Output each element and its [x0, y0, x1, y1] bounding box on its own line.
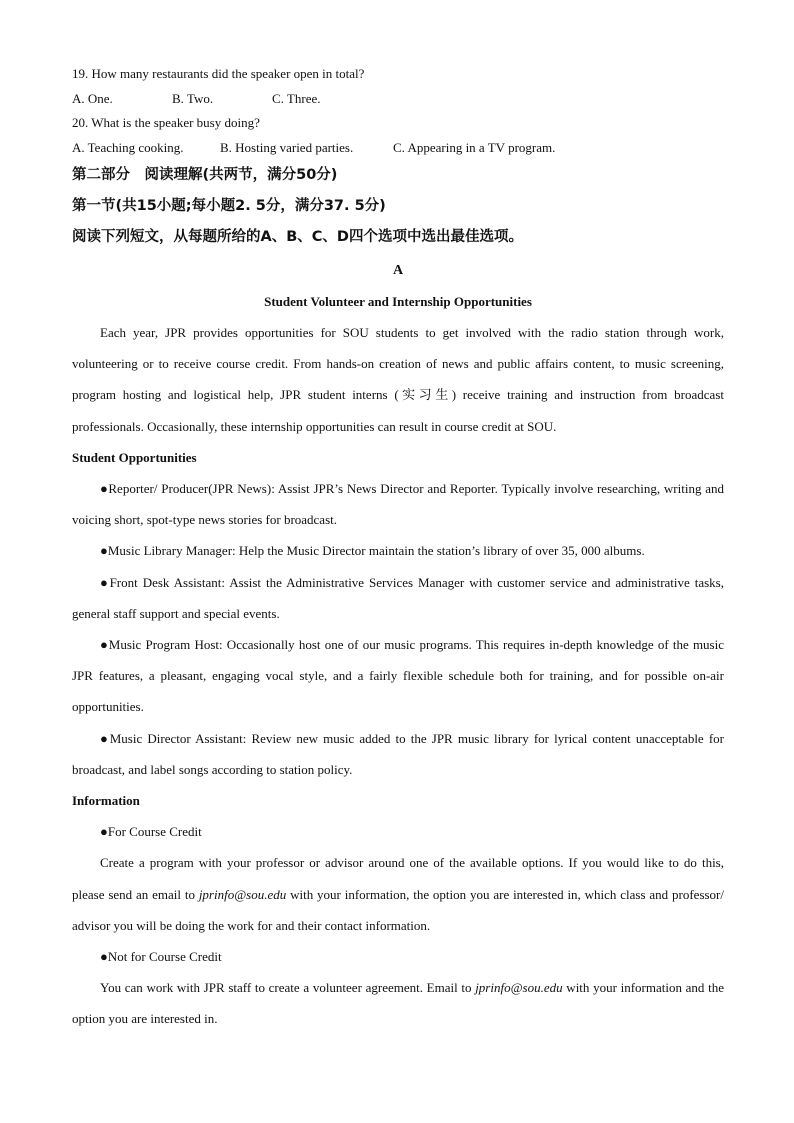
exam-page [72, 62, 724, 1035]
question-20-options [72, 136, 724, 161]
opportunities-heading: Student Opportunities [72, 449, 197, 465]
nocredit-text-start: You can work with JPR staff to create a volunteer agreement. Email to [100, 980, 476, 996]
reading-instruction: 阅读下列短文，从每题所给的A、B、C、D四个选项中选出最佳选项。 [72, 229, 523, 245]
option-a: A. Teaching cooking. [72, 139, 184, 155]
passage-title: Student Volunteer and Internship Opportunities [264, 294, 532, 309]
option-b: B. Hosting varied parties. [220, 139, 354, 155]
question-19: 19. How many restaurants did the speaker open in total? [72, 66, 365, 81]
opportunity-director-assistant: ●Music Director Assistant: Review new music added to the JPR music library for lyrical content unacceptable for broadcast, and label songs according to station policy. [72, 730, 724, 777]
option-c: C. Appearing in a TV program. [393, 139, 556, 155]
no-credit-label: ●Not for Course Credit [100, 949, 222, 965]
opportunity-front-desk: ●Front Desk Assistant: Assist the Administrative Services Manager with customer service and administrative tasks, general staff support and special events. [72, 574, 724, 621]
passage-letter: A [392, 263, 404, 278]
nocredit-email-link[interactable]: jprinfo@sou.edu [475, 980, 563, 996]
opportunity-library-manager: ●Music Library Manager: Help the Music Director maintain the station’s library of over 35, 000 albums. [100, 543, 645, 559]
option-b: B. Two. [172, 90, 214, 106]
option-a: A. One. [72, 90, 113, 106]
nocredit-text-end: with your information and the option you are interested in. [72, 980, 725, 1027]
section-one-heading: 第一节(共15小题;每小题2. 5分，满分37. 5分) [72, 198, 386, 214]
opportunity-program-host: ●Music Program Host: Occasionally host one of our music programs. This requires in-depth knowledge of the music JPR features, a pleasant, engaging vocal style, and a fairly flexible schedule both for training, and for possible on-air opportunities. [72, 637, 724, 715]
credit-text-start: Create a program with your professor or advisor around one of the available options. If you would like to do this, please send an email to [72, 855, 724, 902]
question-20: 20. What is the speaker busy doing? [72, 115, 260, 130]
credit-email-link[interactable]: jprinfo@sou.edu [198, 886, 287, 902]
question-19-options [72, 87, 724, 112]
credit-text-end: with your information, the option you are interested in, which class and professor/ advisor you will be doing the work for and their contact information. [72, 886, 724, 933]
part-two-heading: 第二部分 阅读理解(共两节，满分50分) [72, 167, 338, 183]
intro-paragraph: Each year, JPR provides opportunities for SOU students to get involved with the radio station through work, volunteering or to receive course credit. From hands-on creation of news and public affairs content, to music screening, program hosting and logistical help, JPR student interns (实习生) receive training and instruction from broadcast professionals. Occasionally, these internship opportunities can result in course credit at SOU. [72, 325, 724, 434]
course-credit-label: ●For Course Credit [100, 824, 202, 840]
course-credit-paragraph [72, 847, 724, 941]
no-credit-paragraph [72, 972, 724, 1034]
opportunity-reporter: ●Reporter/ Producer(JPR News): Assist JPR’s News Director and Reporter. Typically involve researching, writing and voicing short, spot-type news stories for broadcast. [72, 481, 724, 528]
information-heading: Information [72, 793, 140, 809]
option-c: C. Three. [272, 90, 321, 106]
